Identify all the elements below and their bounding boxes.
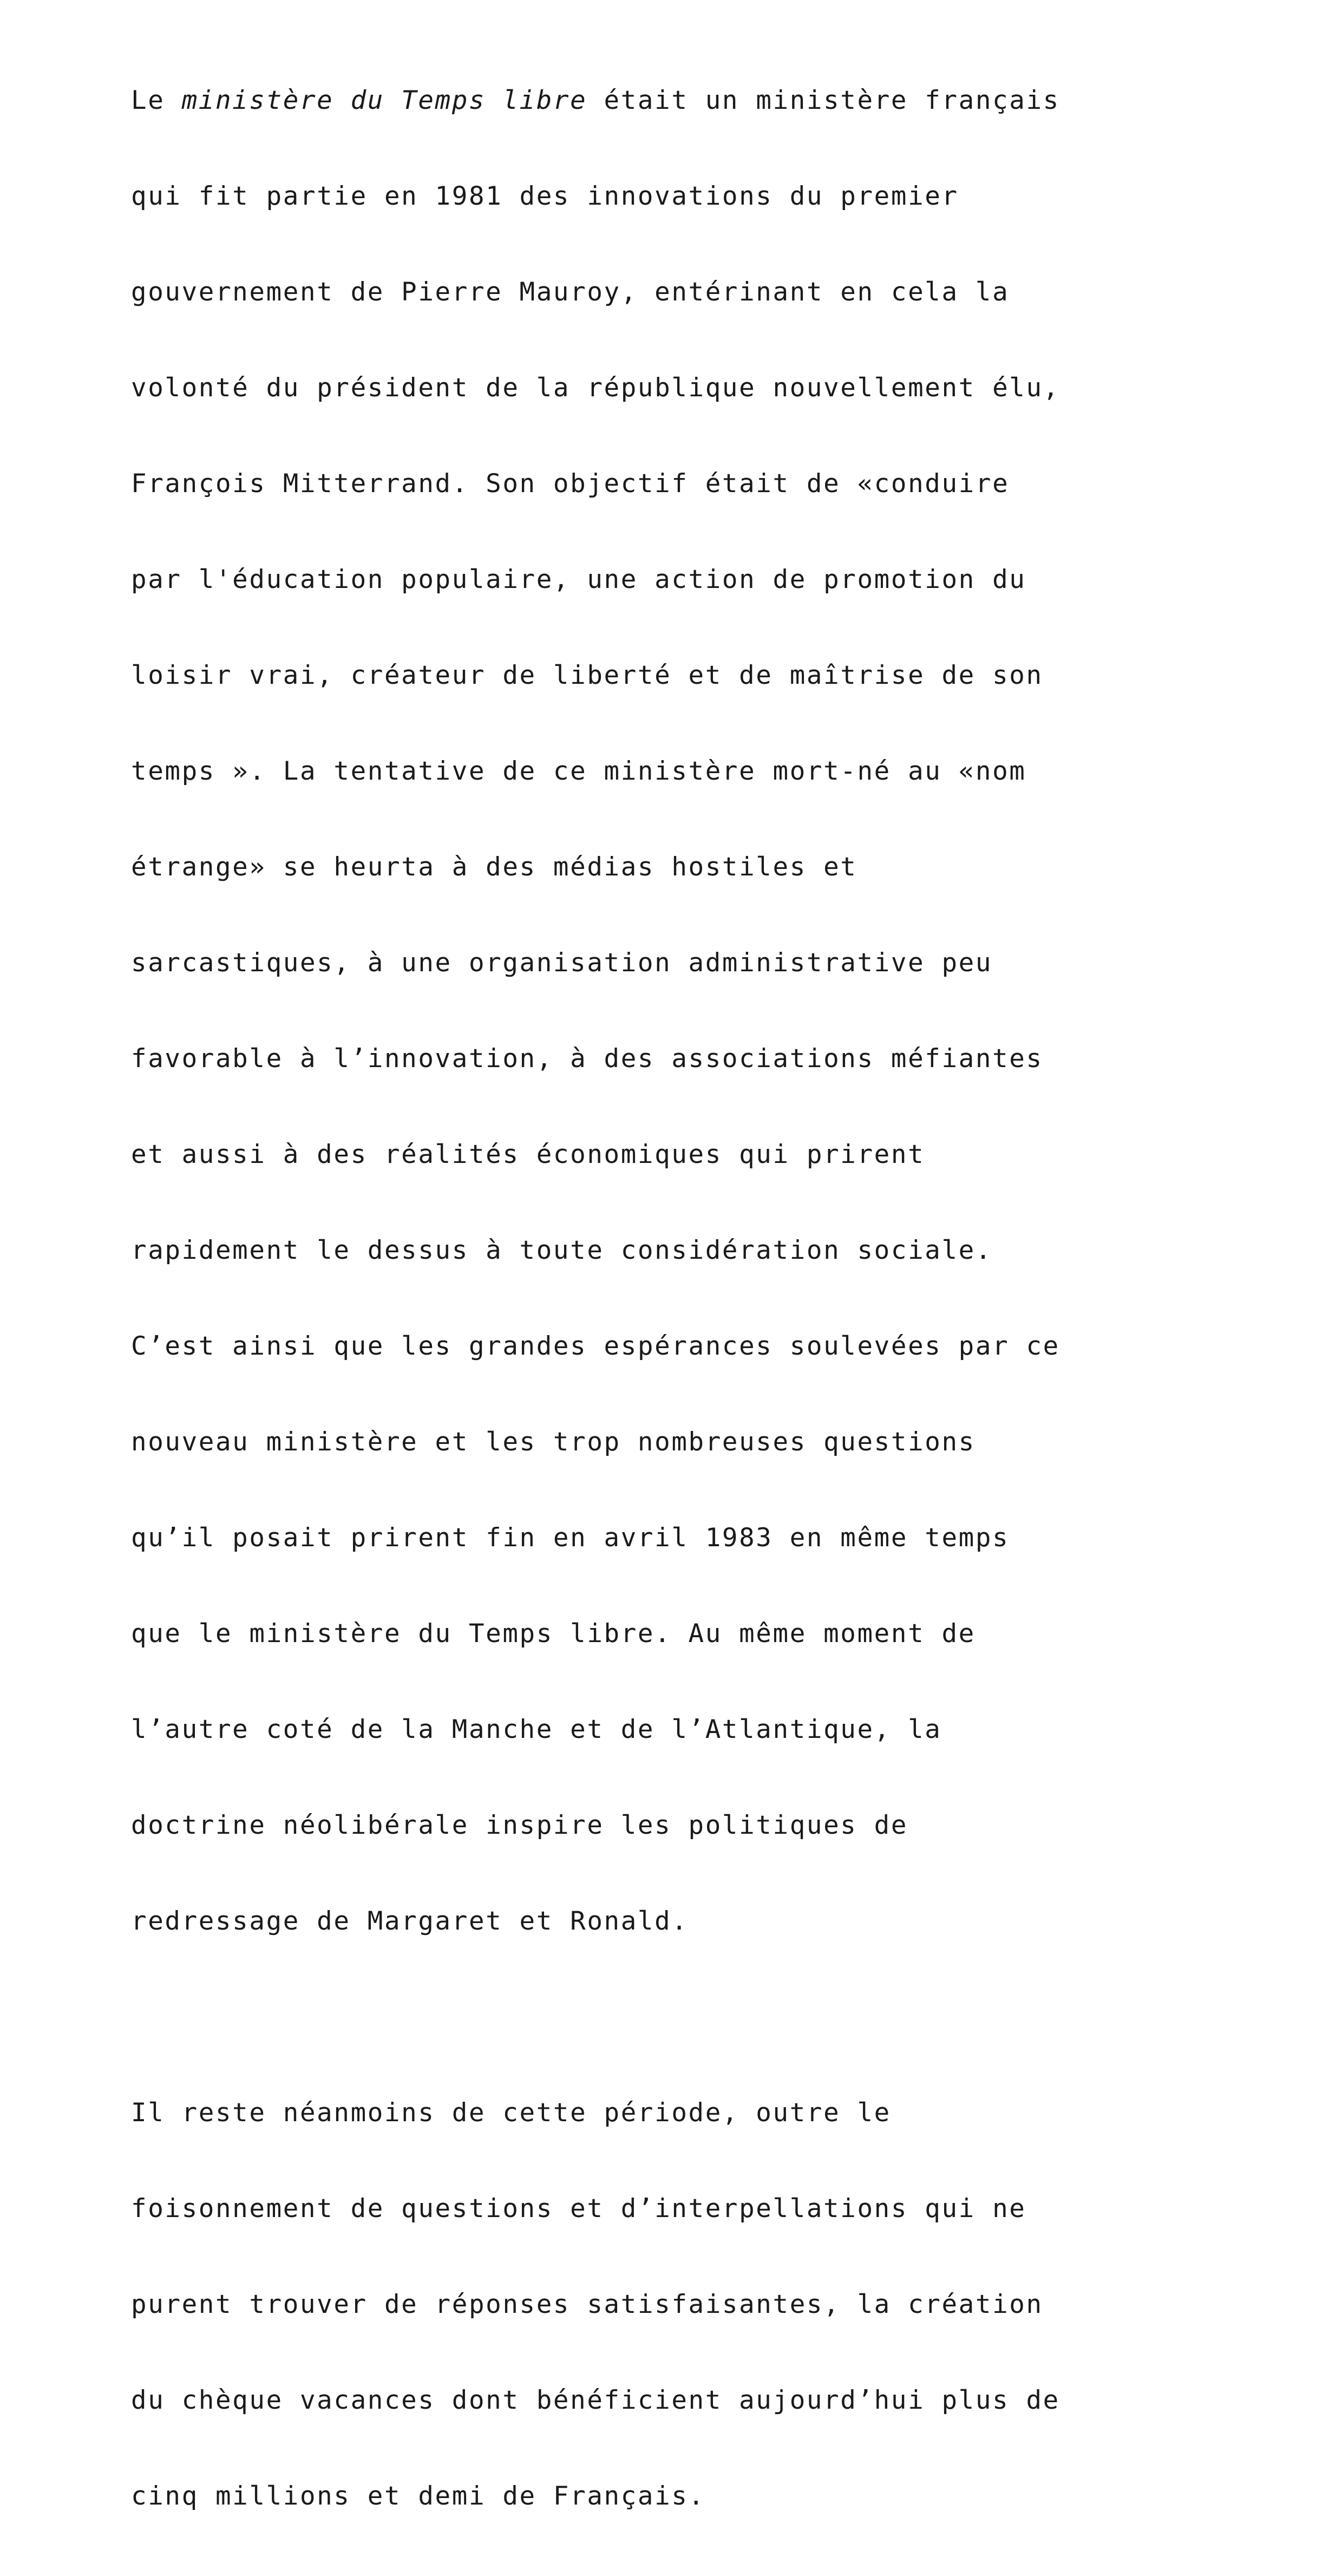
paragraph-1-line: rapidement le dessus à toute considération sociale. <box>131 1235 993 1265</box>
paragraph-1-line: C’est ainsi que les grandes espérances soulevées par ce <box>131 1331 1060 1361</box>
paragraph-2-line: du chèque vacances dont bénéficient aujourd’hui plus de <box>131 2385 1060 2415</box>
paragraph-1-line: et aussi à des réalités économiques qui prirent <box>131 1140 925 1169</box>
paragraph-1-line: sarcastiques, à une organisation administrative peu <box>131 948 993 978</box>
paragraph-2-line: cinq millions et demi de Français. <box>131 2481 705 2511</box>
paragraph-1-line: qui fit partie en 1981 des innovations du premier <box>131 181 959 211</box>
paragraph-1-line: François Mitterrand. Son objectif était de «conduire <box>131 469 1010 499</box>
paragraph-spacer <box>131 2001 1084 2033</box>
paragraph-2-line: Il reste néanmoins de cette période, outre le <box>131 2098 891 2128</box>
document-body <box>131 21 1084 2576</box>
paragraph-1-line: qu’il posait prirent fin en avril 1983 en même temps <box>131 1523 1010 1553</box>
paragraph-1-line: gouvernement de Pierre Mauroy, entérinant en cela la <box>131 277 1010 307</box>
paragraph-1-line: favorable à l’innovation, à des associations méfiantes <box>131 1044 1043 1074</box>
paragraph-1-line: nouveau ministère et les trop nombreuses questions <box>131 1427 976 1457</box>
paragraph-1-line: doctrine néolibérale inspire les politiques de <box>131 1810 908 1840</box>
text-prefix: Le <box>131 86 182 115</box>
paragraph-1-line: l’autre coté de la Manche et de l’Atlantique, la <box>131 1715 942 1744</box>
paragraph-2-line: purent trouver de réponses satisfaisantes, la création <box>131 2290 1043 2319</box>
paragraph-1-line: que le ministère du Temps libre. Au même moment de <box>131 1619 976 1649</box>
paragraph-1-line: volonté du président de la république nouvellement élu, <box>131 373 1060 403</box>
paragraph-1-line: par l'éducation populaire, une action de promotion du <box>131 565 1026 594</box>
paragraph-1-line: étrange» se heurta à des médias hostiles et <box>131 852 857 882</box>
ministry-name-italic: ministère du Temps libre <box>181 86 587 115</box>
paragraph-1-line-1 <box>131 84 1084 116</box>
paragraph-2-line: foisonnement de questions et d’interpellations qui ne <box>131 2194 1026 2224</box>
paragraph-1-line: temps ». La tentative de ce ministère mort-né au «nom <box>131 756 1026 786</box>
paragraph-1-line: loisir vrai, créateur de liberté et de maîtrise de son <box>131 661 1043 690</box>
text-suffix: était un ministère français <box>587 86 1060 115</box>
paragraph-1-line: redressage de Margaret et Ronald. <box>131 1906 689 1936</box>
